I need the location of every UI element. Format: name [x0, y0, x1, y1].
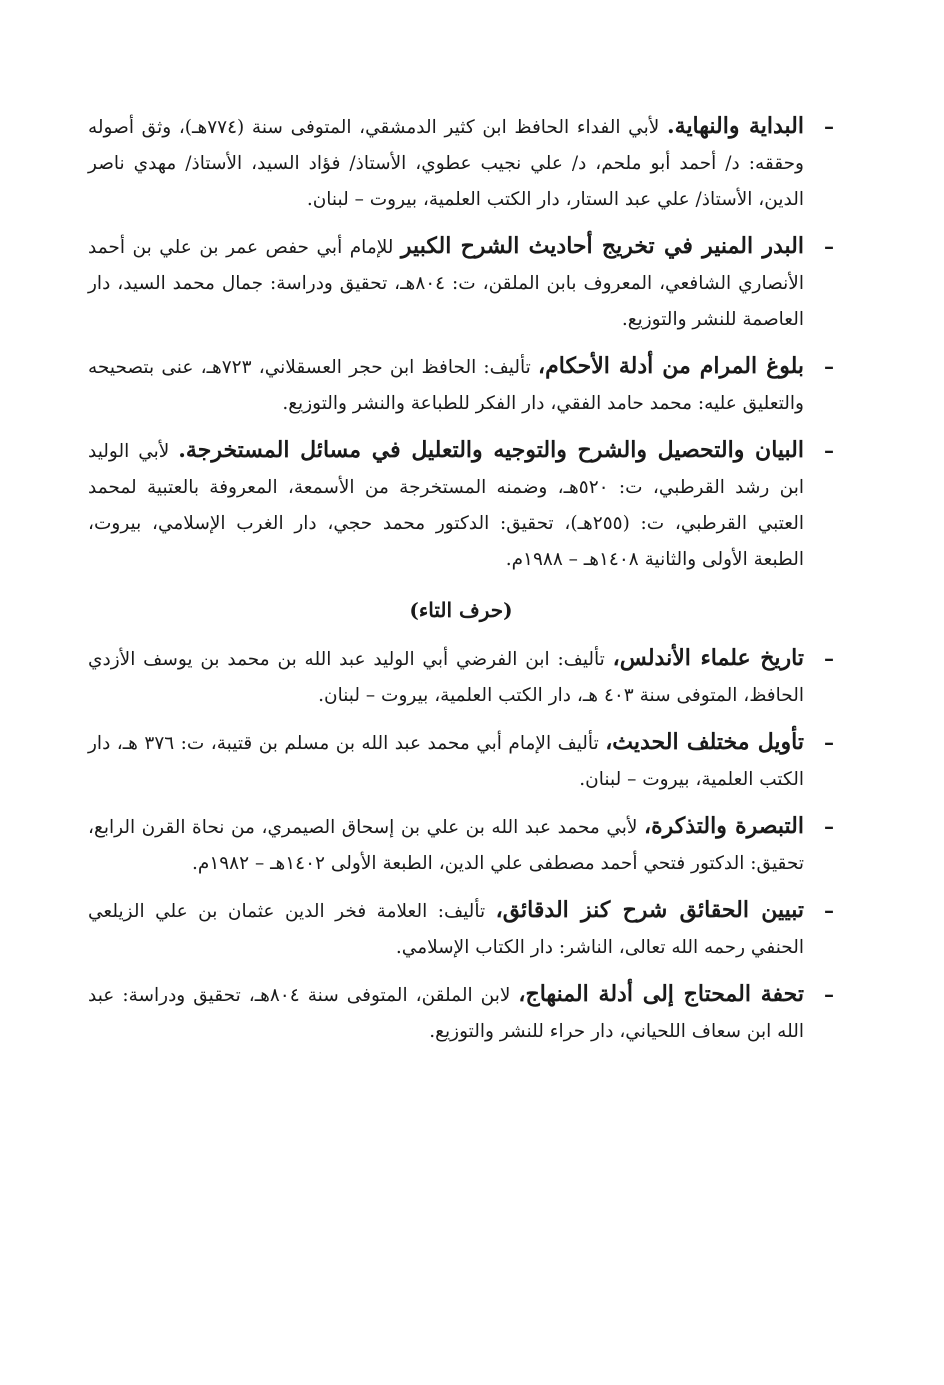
- entry-title: التبصرة والتذكرة،: [643, 813, 804, 839]
- entry-bullet: –: [824, 814, 834, 838]
- entry-text: تأليف: العلامة فخر الدين عثمان بن علي الزيلعي الحنفي رحمه الله تعالى، الناشر: دار الكتاب الإسلامي.: [88, 901, 804, 958]
- section-heading: (حرف التاء): [409, 598, 513, 622]
- bibliography-entry: [88, 724, 834, 798]
- entry-bullet: –: [824, 646, 834, 670]
- entry-text: لأبي الوليد ابن رشد القرطبي، ت: ٥٢٠هـ، وضمنه المستخرجة من الأسمعة، المعروفة بالعتبية لمحمد العتبي القرطبي، ت: (٢٥٥هـ)، تحقيق: الدكتور محمد حجي، دار الغرب الإسلامي، بيروت، الطبعة الأولى والثانية ١٤٠٨هـ – ١٩٨٨م.: [88, 441, 804, 570]
- entry-title: تحفة المحتاج إلى أدلة المنهاج،: [518, 981, 804, 1007]
- entry-text: لأبي محمد عبد الله بن علي بن إسحاق الصيمري، من نحاة القرن الرابع، تحقيق: الدكتور فتحي أحمد مصطفى علي الدين، الطبعة الأولى ١٤٠٢هـ – ١٩٨٢م.: [88, 817, 804, 874]
- bibliography-entry: [88, 976, 834, 1050]
- entry-title: البداية والنهاية.: [666, 113, 804, 139]
- entry-bullet: –: [824, 982, 834, 1006]
- entry-text: تأليف: ابن الفرضي أبي الوليد عبد الله بن محمد بن يوسف الأزدي الحافظ، المتوفى سنة ٤٠٣ هـ، دار الكتب العلمية، بيروت – لبنان.: [88, 649, 804, 706]
- entry-bullet: –: [824, 114, 834, 138]
- entry-title: تأويل مختلف الحديث،: [605, 729, 804, 755]
- bibliography-entry: [88, 892, 834, 966]
- entry-text: تأليف الإمام أبي محمد عبد الله بن مسلم بن قتيبة، ت: ٣٧٦ هـ، دار الكتب العلمية، بيروت – لبنان.: [88, 733, 804, 790]
- bibliography-entry: [88, 228, 834, 338]
- bibliography-entry: [88, 808, 834, 882]
- entry-text: للإمام أبي حفص عمر بن علي بن أحمد الأنصاري الشافعي، المعروف بابن الملقن، ت: ٨٠٤هـ، تحقيق ودراسة: جمال محمد السيد، دار العاصمة للنشر والتوزيع.: [88, 237, 804, 330]
- entry-bullet: –: [824, 354, 834, 378]
- entry-bullet: –: [824, 234, 834, 258]
- bibliography-entry: [88, 432, 834, 578]
- bibliography-entry: [88, 640, 834, 714]
- entry-text: لابن الملقن، المتوفى سنة ٨٠٤هـ، تحقيق ودراسة: عبد الله ابن سعاف اللحياني، دار حراء للنشر والتوزيع.: [88, 985, 804, 1042]
- entry-title: بلوغ المرام من أدلة الأحكام،: [538, 353, 805, 379]
- entry-text: لأبي الفداء الحافظ ابن كثير الدمشقي، المتوفى سنة (٧٧٤هـ)، وثق أصوله وحققه: د/ أحمد أبو ملحم، د/ علي نجيب عطوي، الأستاذ/ فؤاد السيد، الأستاذ/ مهدي ناصر الدين، الأستاذ/ علي عبد الستار، دار الكتب العلمية، بيروت – لبنان.: [88, 117, 804, 210]
- entry-text: تأليف: الحافظ ابن حجر العسقلاني، ٧٢٣هـ، عنى بتصحيحه والتعليق عليه: محمد حامد الفقي، دار الفكر للطباعة والنشر والتوزيع.: [88, 357, 804, 414]
- entry-title: البدر المنير في تخريج أحاديث الشرح الكبير: [400, 233, 804, 259]
- entry-bullet: –: [824, 438, 834, 462]
- entry-title: البيان والتحصيل والشرح والتوجيه والتعليل في مسائل المستخرجة.: [178, 437, 804, 463]
- entry-bullet: –: [824, 898, 834, 922]
- bibliography-entry: [88, 348, 834, 422]
- entry-title: تاريخ علماء الأندلس،: [612, 645, 805, 671]
- bibliography-entry: [88, 108, 834, 218]
- entry-title: تبيين الحقائق شرح كنز الدقائق،: [495, 897, 804, 923]
- bibliography-page: [88, 108, 834, 1060]
- entry-bullet: –: [824, 730, 834, 754]
